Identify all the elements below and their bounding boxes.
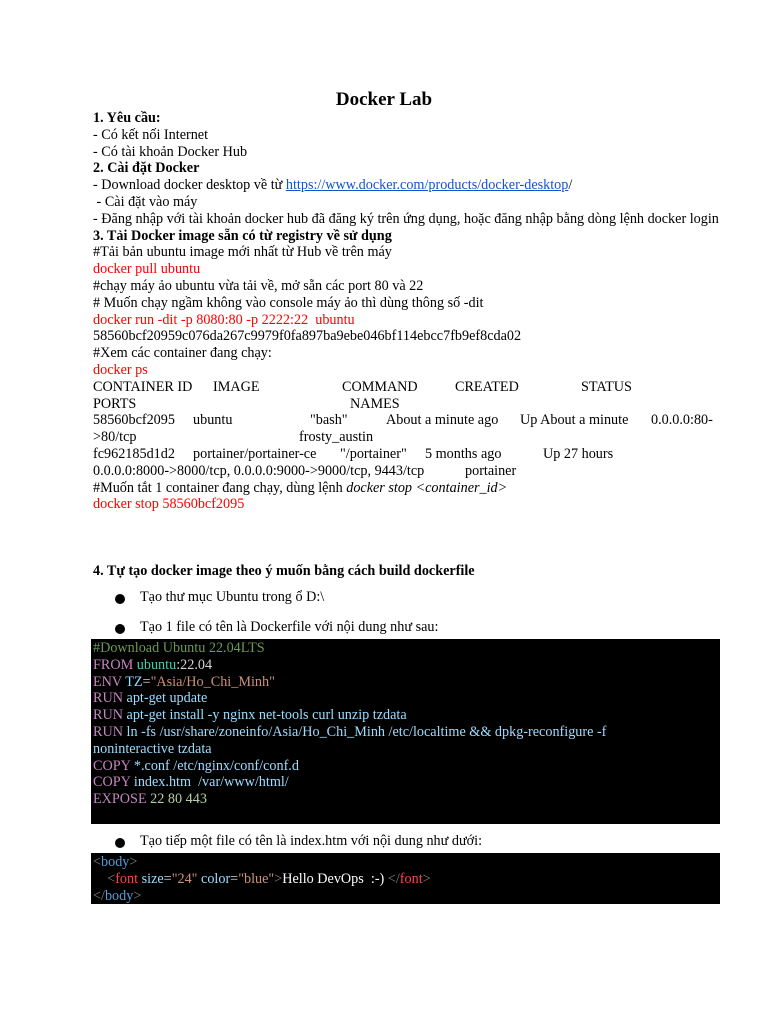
code-line	[93, 707, 718, 724]
code-tag-name: font	[399, 870, 423, 887]
table-cell: Up 27 hours	[543, 445, 614, 462]
table-cell: 0.0.0.0:80-	[651, 412, 713, 429]
table-header: PORTS	[93, 395, 137, 412]
code-line	[93, 791, 718, 808]
download-suffix: /	[568, 177, 573, 194]
code-bracket: </	[387, 870, 400, 887]
table-header: COMMAND	[342, 378, 418, 395]
docker-download-link[interactable]: https://www.docker.com/products/docker-desktop	[285, 177, 569, 194]
code-keyword: RUN	[93, 690, 127, 707]
table-header: CONTAINER ID	[93, 378, 193, 395]
bullet-icon	[115, 594, 125, 604]
code-tag-name: font	[115, 870, 139, 887]
document-body	[93, 110, 723, 513]
code-keyword: RUN	[93, 707, 127, 724]
code-image: ubuntu	[136, 656, 177, 673]
comment-line	[93, 480, 723, 497]
code-line	[93, 724, 718, 741]
code-line	[93, 888, 718, 905]
code-keyword: EXPOSE	[93, 791, 151, 808]
code-text: apt-get install -y nginx net-tools curl unzip tzdata	[126, 707, 407, 724]
code-keyword: COPY	[93, 774, 134, 791]
table-row	[93, 429, 723, 446]
requirement-item: - Có kết nối Internet	[93, 126, 209, 143]
table-header: STATUS	[581, 378, 632, 395]
code-operator: =	[230, 870, 239, 887]
code-line	[93, 871, 718, 888]
section-1-heading: 1. Yêu cầu:	[93, 110, 161, 126]
download-prefix: - Download docker desktop về từ	[93, 177, 286, 194]
table-header-row	[93, 379, 723, 396]
download-line	[93, 177, 723, 194]
code-text: *.conf /etc/nginx/conf/conf.d	[133, 757, 299, 774]
table-cell: Up About a minute	[520, 412, 629, 429]
comment-text: #Muốn tắt 1 container đang chạy, dùng lệnh	[93, 479, 347, 496]
code-bracket: <	[107, 870, 116, 887]
command-line: docker stop 58560bcf2095	[93, 496, 245, 513]
code-line	[93, 854, 718, 871]
section-4-heading: 4. Tự tạo docker image theo ý muốn bằng cách build dockerfile	[93, 563, 475, 579]
section-3-heading: 3. Tải Docker image sẵn có từ registry về sử dụng	[93, 227, 392, 244]
code-bracket: >	[422, 870, 431, 887]
code-comment: #Download Ubuntu 22.04LTS	[93, 640, 265, 656]
code-number: 22 80 443	[150, 791, 207, 808]
code-bracket: >	[274, 870, 283, 887]
code-attr: color	[197, 870, 231, 887]
code-keyword: COPY	[93, 757, 134, 774]
table-cell: "/portainer"	[340, 445, 407, 462]
table-cell: ubuntu	[193, 412, 233, 429]
code-keyword: ENV	[93, 673, 126, 690]
command-line: docker ps	[93, 361, 148, 378]
bullet-text: Tạo 1 file có tên là Dockerfile với nội dung như sau:	[140, 619, 439, 635]
table-header: NAMES	[350, 395, 400, 412]
requirement-item: - Có tài khoản Docker Hub	[93, 143, 248, 160]
table-cell: fc962185d1d2	[93, 445, 175, 462]
code-tag-name: body	[104, 887, 134, 904]
code-variable: TZ	[125, 673, 143, 690]
comment-italic: docker stop <container_id>	[346, 479, 508, 496]
code-indent	[93, 871, 107, 887]
table-cell: 0.0.0.0:8000->8000/tcp, 0.0.0.0:9000->9000/tcp, 9443/tcp	[93, 462, 425, 479]
code-line	[93, 774, 718, 791]
code-line	[93, 758, 718, 775]
page-title: Docker Lab	[335, 89, 433, 110]
code-string: "24"	[171, 870, 198, 887]
code-bracket: <	[93, 854, 102, 870]
bullet-icon	[115, 838, 125, 848]
table-cell: About a minute ago	[386, 412, 499, 429]
table-cell: portainer/portainer-ce	[193, 445, 317, 462]
table-cell: 58560bcf2095	[93, 412, 175, 429]
code-tag-name: body	[101, 854, 130, 870]
table-cell: portainer	[465, 462, 517, 479]
comment-line: # Muốn chạy ngầm không vào console máy ảo thì dùng thông số -dit	[93, 294, 484, 311]
command-line: docker run -dit -p 8080:80 -p 2222:22 ubuntu	[93, 311, 355, 328]
code-content: Hello DevOps :-)	[282, 870, 388, 887]
bullet-text: Tạo tiếp một file có tên là index.htm với nội dung như dưới:	[140, 833, 483, 849]
code-keyword: RUN	[93, 723, 127, 740]
code-line	[93, 674, 718, 691]
bullet-text: Tạo thư mục Ubuntu trong ổ D:\	[140, 589, 325, 605]
dockerfile-code-block	[91, 639, 720, 824]
code-text: noninteractive tzdata	[93, 740, 212, 757]
command-line: docker pull ubuntu	[93, 261, 201, 278]
code-line	[93, 657, 718, 674]
code-text: index.htm /var/www/html/	[133, 774, 289, 791]
table-cell: 5 months ago	[425, 445, 502, 462]
container-id-output: 58560bcf20959c076da267c9979f0fa897ba9ebe046bf114ebcc7fb9ef8cda02	[93, 328, 522, 345]
comment-line: #chạy máy ảo ubuntu vừa tải về, mở sẵn các port 80 và 22	[93, 277, 424, 294]
code-text: ln -fs /usr/share/zoneinfo/Asia/Ho_Chi_Minh /etc/localtime && dpkg-reconfigure -f	[126, 723, 607, 740]
login-line: - Đăng nhập với tài khoản docker hub đã đăng ký trên ứng dụng, hoặc đăng nhập bằng dòng lệnh docker login	[93, 210, 719, 227]
table-row	[93, 412, 723, 429]
bullet-icon	[115, 624, 125, 634]
table-row	[93, 446, 723, 463]
table-cell: >80/tcp	[93, 429, 137, 446]
html-code-block	[91, 853, 720, 904]
comment-line: #Tải bản ubuntu image mới nhất từ Hub về trên máy	[93, 244, 392, 261]
table-cell: "bash"	[310, 412, 348, 429]
install-line: - Cài đặt vào máy	[93, 193, 198, 210]
code-bracket: >	[133, 887, 142, 904]
code-text: apt-get update	[126, 690, 208, 707]
code-tag: :22.04	[176, 656, 213, 673]
code-bracket: </	[93, 887, 105, 904]
code-keyword: FROM	[93, 656, 137, 673]
comment-line: #Xem các container đang chạy:	[93, 345, 272, 362]
table-row	[93, 463, 723, 480]
code-string: "Asia/Ho_Chi_Minh"	[150, 673, 275, 690]
code-line	[93, 690, 718, 707]
code-operator: =	[163, 870, 172, 887]
table-header-row	[93, 396, 723, 413]
table-cell: frosty_austin	[299, 429, 374, 446]
code-operator: =	[142, 673, 151, 690]
table-header: CREATED	[455, 378, 519, 395]
section-2-heading: 2. Cài đặt Docker	[93, 160, 200, 177]
table-header: IMAGE	[213, 378, 260, 395]
code-string: "blue"	[238, 870, 275, 887]
code-bracket: >	[129, 854, 138, 870]
code-attr: size	[138, 870, 164, 887]
